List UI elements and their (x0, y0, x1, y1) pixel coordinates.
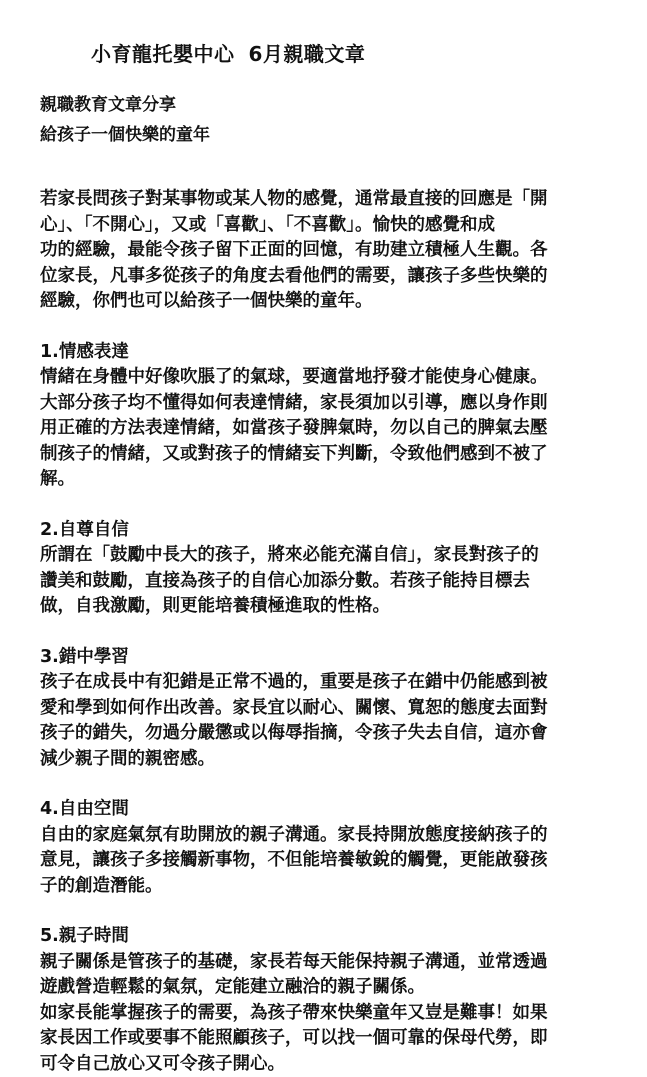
section-paragraph (40, 670, 610, 772)
section-paragraph (40, 823, 610, 900)
section-line: 意見，讓孩子多接觸新事物，不但能培養敏銳的觸覺，更能啟發孩 (40, 848, 610, 874)
section-line: 可令自己放心又可令孩子開心。 (40, 1052, 610, 1077)
section-learning-from-mistakes (40, 645, 610, 773)
section-line: 所謂在「鼓勵中長大的孩子，將來必能充滿自信」，家長對孩子的 (40, 543, 610, 569)
section-paragraph (40, 543, 610, 620)
section-line: 子的創造潛能。 (40, 874, 610, 900)
section-line: 解。 (40, 467, 610, 493)
section-paragraph (40, 365, 610, 493)
section-family-time (40, 924, 610, 1077)
intro-line: 若家長問孩子對某事物或某人物的感覺，通常最直接的回應是「開 (40, 187, 610, 213)
section-line: 孩子在成長中有犯錯是正常不過的，重要是孩子在錯中仍能感到被 (40, 670, 610, 696)
section-heading: 4.自由空間 (40, 797, 610, 823)
intro-paragraph (40, 187, 610, 315)
section-line: 情緒在身體中好像吹脹了的氣球，要適當地抒發才能使身心健康。 (40, 365, 610, 391)
section-line: 孩子的錯失，勿過分嚴懲或以侮辱指摘，令孩子失去自信，這亦會 (40, 721, 610, 747)
article-body (40, 187, 610, 1077)
section-heading: 2.自尊自信 (40, 518, 610, 544)
section-line: 如家長能掌握孩子的需要，為孩子帶來快樂童年又豈是難事！如果 (40, 1001, 610, 1027)
section-line: 讚美和鼓勵，直接為孩子的自信心加添分數。若孩子能持目標去 (40, 569, 610, 595)
section-emotional-expression (40, 340, 610, 493)
section-line: 制孩子的情緒，又或對孩子的情緒妄下判斷，令致他們感到不被了 (40, 442, 610, 468)
section-line: 愛和學到如何作出改善。家長宜以耐心、關懷、寬恕的態度去面對 (40, 696, 610, 722)
section-line: 做，自我激勵，則更能培養積極進取的性格。 (40, 594, 610, 620)
subtitle-category: 親職教育文章分享 (40, 90, 176, 115)
section-heading: 1.情感表達 (40, 340, 610, 366)
section-line: 家長因工作或要事不能照顧孩子，可以找一個可靠的保母代勞，即 (40, 1026, 610, 1052)
intro-line: 位家長，凡事多從孩子的角度去看他們的需要，讓孩子多些快樂的 (40, 264, 610, 290)
section-line: 大部分孩子均不懂得如何表達情緒，家長須加以引導，應以身作則 (40, 391, 610, 417)
section-line: 減少親子間的親密感。 (40, 747, 610, 773)
intro-line: 經驗，你們也可以給孩子一個快樂的童年。 (40, 289, 610, 315)
section-line: 用正確的方法表達情緒，如當孩子發脾氣時，勿以自己的脾氣去壓 (40, 416, 610, 442)
section-heading: 5.親子時間 (40, 924, 610, 950)
section-line: 遊戲營造輕鬆的氣氛，定能建立融洽的親子關係。 (40, 975, 610, 1001)
intro-line: 功的經驗，最能令孩子留下正面的回憶，有助建立積極人生觀。各 (40, 238, 610, 264)
subtitle-article-title: 給孩子一個快樂的童年 (40, 120, 210, 145)
title-center-name: 小育龍托嬰中心 (91, 42, 235, 66)
section-paragraph (40, 950, 610, 1077)
section-line: 自由的家庭氣氛有助開放的親子溝通。家長持開放態度接納孩子的 (40, 823, 610, 849)
intro-line: 心」、「不開心」，又或「喜歡」、「不喜歡」。愉快的感覺和成 (40, 213, 610, 239)
section-free-space (40, 797, 610, 899)
section-line: 親子關係是管孩子的基礎，家長若每天能保持親子溝通，並常透過 (40, 950, 610, 976)
section-self-esteem (40, 518, 610, 620)
title-month-article: 6月親職文章 (249, 42, 366, 66)
section-heading: 3.錯中學習 (40, 645, 610, 671)
document-title (91, 38, 365, 67)
